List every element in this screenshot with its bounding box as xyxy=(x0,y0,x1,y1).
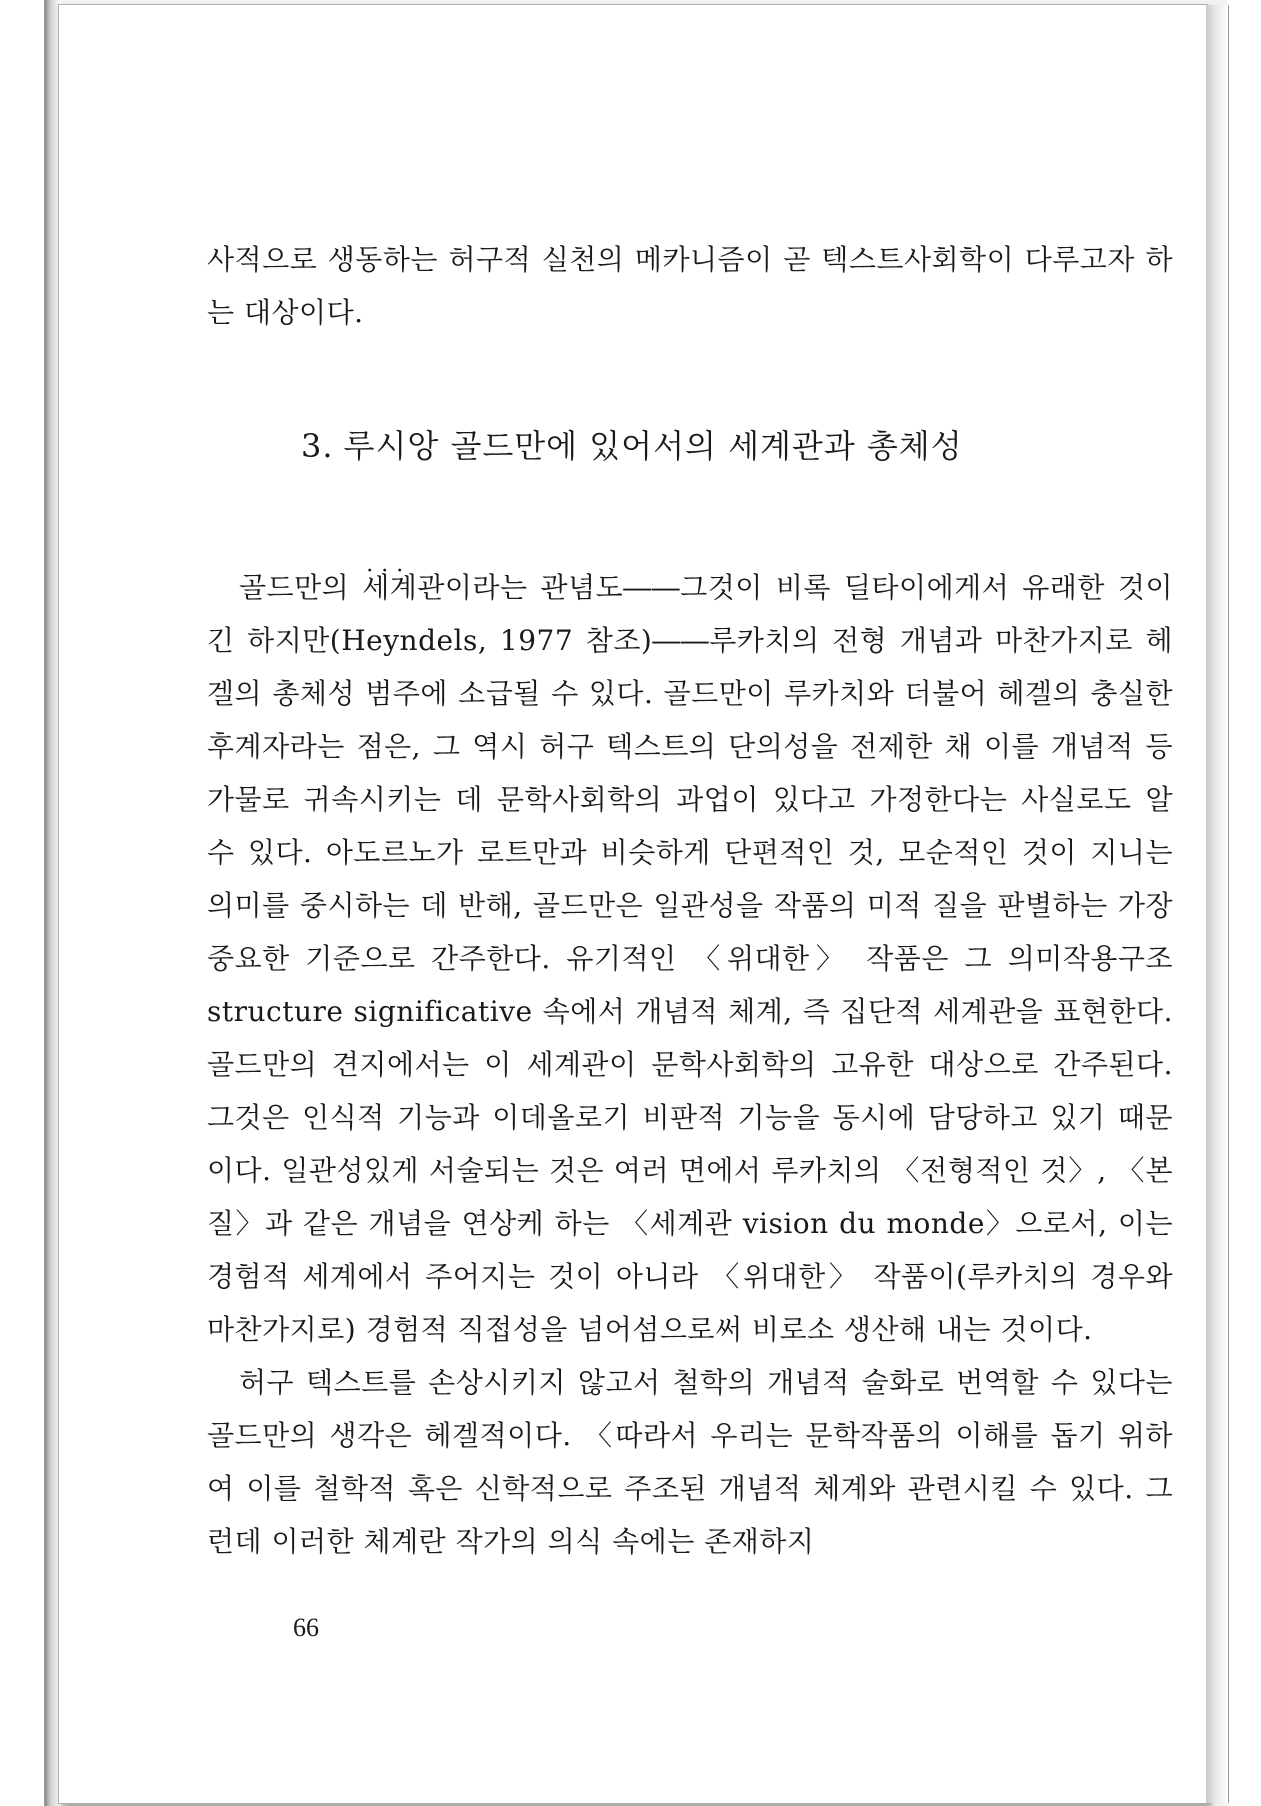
section-number: 3. xyxy=(301,427,334,465)
paragraph-1-lead: 골드만의 xyxy=(239,571,363,604)
emphasized-term: ··· 세계관 xyxy=(362,571,445,604)
intro-paragraph-block xyxy=(207,233,1173,339)
book-page xyxy=(58,4,1208,1804)
body-text-block xyxy=(207,561,1173,1568)
section-heading xyxy=(301,421,963,467)
page-number: 66 xyxy=(293,1613,319,1642)
intro-paragraph: 사적으로 생동하는 허구적 실천의 메카니즘이 곧 텍스트사회학이 다루고자 하는 대상이다. xyxy=(207,243,1173,329)
paragraph-1 xyxy=(207,561,1173,1356)
section-title: 루시앙 골드만에 있어서의 세계관과 총체성 xyxy=(343,427,963,465)
paragraph-1-rest: 이라는 관념도――그것이 비록 딜타이에게서 유래한 것이긴 하지만(Heyndels, 1977 참조)――루카치의 전형 개념과 마찬가지로 헤겔의 총체성 범주에 소급될 수 있다. 골드만이 루카치와 더불어 헤겔의 충실한 후계자라는 점은, 그 역시 허구 텍스트의 단의성을 전제한 채 이를 개념적 등가물로 귀속시키는 데 문학사회학의 과업이 있다고 가정한다는 사실로도 알 수 있다. 아도르노가 로트만과 비슷하게 단편적인 것, 모순적인 것이 지니는 의미를 중시하는 데 반해, 골드만은 일관성을 작품의 미적 질을 판별하는 가장 중요한 기준으로 간주한다. 유기적인 〈위대한〉 작품은 그 의미작용구조 structure significative 속에서 개념적 체계, 즉 집단적 세계관을 표현한다. 골드만의 견지에서는 이 세계관이 문학사회학의 고유한 대상으로 간주된다. 그것은 인식적 기능과 이데올로기 비판적 기능을 동시에 담당하고 있기 때문이다. 일관성있게 서술되는 것은 여러 면에서 루카치의 〈전형적인 것〉, 〈본질〉과 같은 개념을 연상케 하는 〈세계관 vision du monde〉으로서, 이는 경험적 세계에서 주어지는 것이 아니라 〈위대한〉 작품이(루카치의 경우와 마찬가지로) 경험적 직접성을 넘어섬으로써 비로소 생산해 내는 것이다. xyxy=(207,571,1174,1346)
paragraph-2: 허구 텍스트를 손상시키지 않고서 철학의 개념적 술화로 번역할 수 있다는 골드만의 생각은 헤겔적이다. 〈따라서 우리는 문학작품의 이해를 돕기 위하여 이를 철학적 혹은 신학적으로 주조된 개념적 체계와 관련시킬 수 있다. 그런데 이러한 체계란 작가의 의식 속에는 존재하지 xyxy=(207,1366,1173,1558)
